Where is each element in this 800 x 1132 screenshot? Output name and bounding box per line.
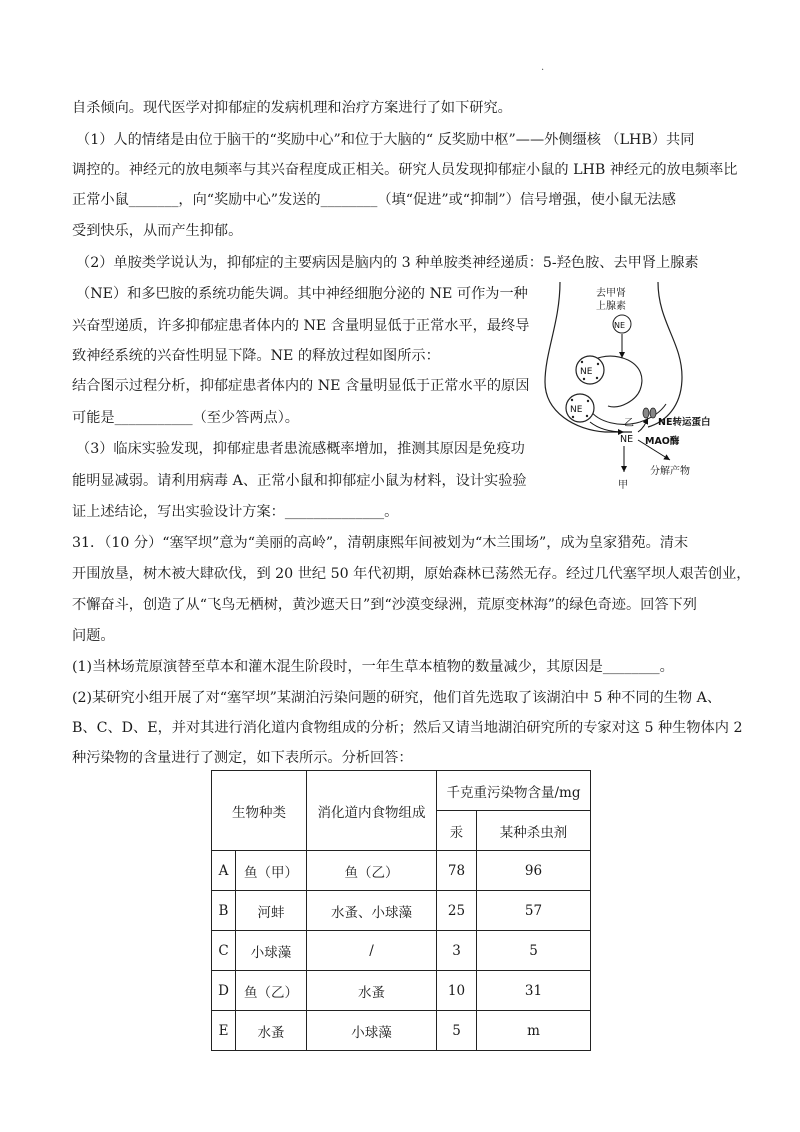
q2-line-4: 致神经系统的兴奋性明显下降。NE 的释放过程如图所示： xyxy=(72,348,440,364)
q1-line-2: 调控的。神经元的放电频率与其兴奋程度成正相关。研究人员发现抑郁症小鼠的 LHB 神经元的放电频率比 xyxy=(72,162,738,178)
q2-line-3: 兴奋型递质，许多抑郁症患者体内的 NE 含量明显低于正常水平，最终导 xyxy=(72,318,530,334)
ne-top-label-1: 去甲肾 xyxy=(596,288,626,299)
row-mercury: 5 xyxy=(437,1011,477,1051)
row-food: 水蚤 xyxy=(307,971,437,1011)
q2-line-5: 结合图示过程分析，抑郁症患者体内的 NE 含量明显低于正常水平的原因 xyxy=(72,378,530,394)
row-id: A xyxy=(212,851,236,891)
row-food: / xyxy=(307,931,437,971)
row-mercury: 25 xyxy=(437,891,477,931)
q2-line-1: （2）单胺类学说认为，抑郁症的主要病因是脑内的 3 种单胺类神经递质：5-羟色胺、去甲肾上腺素 xyxy=(76,255,699,271)
transporter-left xyxy=(643,408,649,418)
header-species: 生物种类 xyxy=(212,771,307,851)
row-name: 水蚤 xyxy=(236,1011,307,1051)
table-row xyxy=(212,891,591,931)
table-row xyxy=(212,971,591,1011)
row-id: E xyxy=(212,1011,236,1051)
q3-line-3: 证上述结论，写出实验设计方案：______________。 xyxy=(72,504,399,520)
ne-circle-label: NE xyxy=(614,321,626,330)
row-pesticide: m xyxy=(477,1011,591,1051)
yi-label: 乙 xyxy=(624,418,634,429)
table-row xyxy=(212,851,591,891)
ne-cleft-label: NE xyxy=(620,434,634,445)
q31-line-1: 31．（10 分）“塞罕坝”意为“美丽的高岭”，清朝康熙年间被划为“木兰围场”，成为皇家猎苑。清末 xyxy=(72,535,689,551)
q1-line-3: 正常小鼠_______，向“奖励中心”发送的________（填“促进”或“抑制”）信号增强，使小鼠无法感 xyxy=(72,192,676,208)
row-name: 鱼（乙） xyxy=(236,971,307,1011)
header-food: 消化道内食物组成 xyxy=(307,771,437,851)
q3-line-2: 能明显减弱。请利用病毒 A、正常小鼠和抑郁症小鼠为材料，设计实验验 xyxy=(72,473,527,489)
row-pesticide: 31 xyxy=(477,971,591,1011)
q2-line-6: 可能是___________（至少答两点）。 xyxy=(72,410,299,426)
header-pollutant: 千克重污染物含量/mg xyxy=(437,771,591,811)
q31-sub2-line-2: B、C、D、E，并对其进行消化道内食物组成的分析；然后又请当地湖泊研究所的专家对这 5 种生物体内 2 xyxy=(72,720,743,736)
q31-line-4: 问题。 xyxy=(72,628,115,644)
q1-line-4: 受到快乐，从而产生抑郁。 xyxy=(72,223,243,239)
row-id: C xyxy=(212,931,236,971)
synapse-diagram xyxy=(540,282,735,492)
q3-line-1: （3）临床实验发现，抑郁症患者患流感概率增加，推测其原因是免疫功 xyxy=(76,441,525,457)
header-pesticide: 某种杀虫剂 xyxy=(477,811,591,851)
header-mercury: 汞 xyxy=(437,811,477,851)
q31-line-3: 不懈奋斗，创造了从“飞鸟无栖树，黄沙遮天日”到“沙漠变绿洲，荒原变林海”的绿色奇迹。回答下列 xyxy=(72,597,697,613)
ne-top-label-2: 上腺素 xyxy=(596,301,626,312)
row-name: 鱼（甲） xyxy=(236,851,307,891)
row-food: 小球藻 xyxy=(307,1011,437,1051)
transporter-right xyxy=(650,408,656,418)
header-dot: . xyxy=(541,62,545,73)
jia-label: 甲 xyxy=(618,480,628,491)
row-mercury: 3 xyxy=(437,931,477,971)
row-pesticide: 57 xyxy=(477,891,591,931)
q31-line-2: 开围放垦，树木被大肆砍伐，到 20 世纪 50 年代初期，原始森林已荡然无存。经过几代塞罕坝人艰苦创业， xyxy=(72,566,751,582)
synapse-figure xyxy=(540,282,735,492)
q31-sub1: (1)当林场荒原演替至草本和灌木混生阶段时，一年生草本植物的数量减少，其原因是________。 xyxy=(72,659,674,675)
row-name: 小球藻 xyxy=(236,931,307,971)
products-label: 分解产物 xyxy=(650,466,690,477)
row-name: 河蚌 xyxy=(236,891,307,931)
pollutant-table xyxy=(211,770,591,1051)
row-mercury: 10 xyxy=(437,971,477,1011)
q31-sub2-line-3: 种污染物的含量进行了测定，如下表所示。分析回答： xyxy=(72,750,413,766)
q31-sub2-line-1: (2)某研究小组开展了对“塞罕坝”某湖泊污染问题的研究，他们首先选取了该湖泊中 5 种不同的生物 A、 xyxy=(72,690,722,706)
row-id: D xyxy=(212,971,236,1011)
mao-label: MAO酶 xyxy=(645,436,680,447)
vesicle-1-label: NE xyxy=(580,367,593,377)
row-food: 水蚤、小球藻 xyxy=(307,891,437,931)
transporter-label: NE转运蛋白 xyxy=(658,417,711,428)
table-row xyxy=(212,931,591,971)
table-row xyxy=(212,1011,591,1051)
row-food: 鱼（乙） xyxy=(307,851,437,891)
row-pesticide: 5 xyxy=(477,931,591,971)
row-pesticide: 96 xyxy=(477,851,591,891)
q1-line-1: （1）人的情绪是由位于脑干的“奖励中心”和位于大脑的“ 反奖励中枢”——外侧缰核 （LHB）共同 xyxy=(76,132,695,148)
vesicle-2-label: NE xyxy=(570,405,583,415)
reuptake-arrow xyxy=(638,418,648,432)
paragraph-intro: 自杀倾向。现代医学对抑郁症的发病机理和治疗方案进行了如下研究。 xyxy=(72,100,512,116)
q2-line-2: （NE）和多巴胺的系统功能失调。其中神经细胞分泌的 NE 可作为一种 xyxy=(76,286,528,302)
row-mercury: 78 xyxy=(437,851,477,891)
row-id: B xyxy=(212,891,236,931)
